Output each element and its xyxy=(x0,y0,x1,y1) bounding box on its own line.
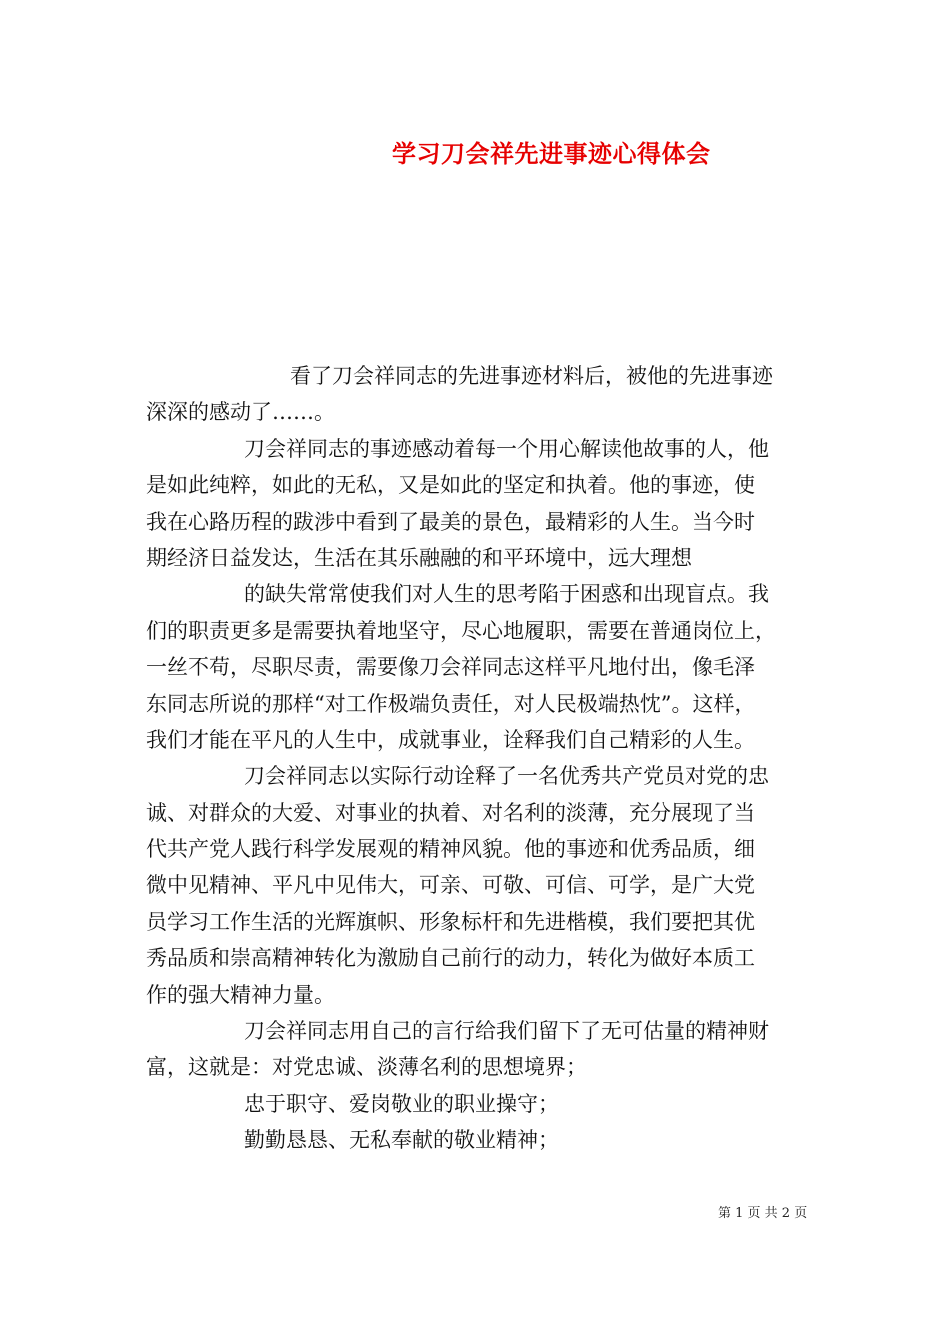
body-line: 忠于职守、爱岗敬业的职业操守； xyxy=(244,1091,559,1116)
body-line: 看了刀会祥同志的先进事迹材料后，被他的先进事迹 xyxy=(290,364,773,388)
body-line: 刀会祥同志以实际行动诠释了一名优秀共产党员对党的忠 xyxy=(244,764,769,789)
body-line: 我们才能在平凡的人生中，成就事业，诠释我们自己精彩的人生。 xyxy=(146,727,755,752)
body-line: 是如此纯粹，如此的无私，又是如此的坚定和执着。他的事迹，使 xyxy=(146,473,755,498)
body-line: 深深的感动了……。 xyxy=(146,400,335,425)
body-line: 一丝不苟，尽职尽责，需要像刀会祥同志这样平凡地付出，像毛泽 xyxy=(146,655,755,680)
body-line: 微中见精神、平凡中见伟大，可亲、可敬、可信、可学，是广大党 xyxy=(146,873,755,898)
body-line: 勤勤恳恳、无私奉献的敬业精神； xyxy=(244,1128,559,1153)
body-line: 代共产党人践行科学发展观的精神风貌。他的事迹和优秀品质，细 xyxy=(146,837,755,862)
body-line: 的缺失常常使我们对人生的思考陷于困惑和出现盲点。我 xyxy=(244,582,769,607)
body-line: 我在心路历程的跋涉中看到了最美的景色，最精彩的人生。当今时 xyxy=(146,509,755,534)
body-line: 期经济日益发达，生活在其乐融融的和平环境中，远大理想 xyxy=(146,545,692,570)
body-line: 刀会祥同志的事迹感动着每一个用心解读他故事的人，他 xyxy=(244,436,769,461)
document-title: 学习刀会祥先进事迹心得体会 xyxy=(392,139,711,168)
page-number: 第 1 页 共 2 页 xyxy=(718,1206,808,1221)
body-line: 员学习工作生活的光辉旗帜、形象标杆和先进楷模，我们要把其优 xyxy=(146,909,755,934)
body-line: 东同志所说的那样“对工作极端负责任，对人民极端热忱”。这样， xyxy=(146,691,756,716)
body-line: 秀品质和崇高精神转化为激励自己前行的动力，转化为做好本质工 xyxy=(146,946,755,971)
document-body xyxy=(146,358,826,1159)
body-line: 诚、对群众的大爱、对事业的执着、对名利的淡薄，充分展现了当 xyxy=(146,800,755,825)
body-line: 们的职责更多是需要执着地坚守，尽心地履职，需要在普通岗位上， xyxy=(146,618,776,643)
body-line: 富，这就是：对党忠诚、淡薄名利的思想境界； xyxy=(146,1055,587,1080)
body-line: 作的强大精神力量。 xyxy=(146,982,335,1007)
body-line: 刀会祥同志用自己的言行给我们留下了无可估量的精神财 xyxy=(244,1019,769,1044)
